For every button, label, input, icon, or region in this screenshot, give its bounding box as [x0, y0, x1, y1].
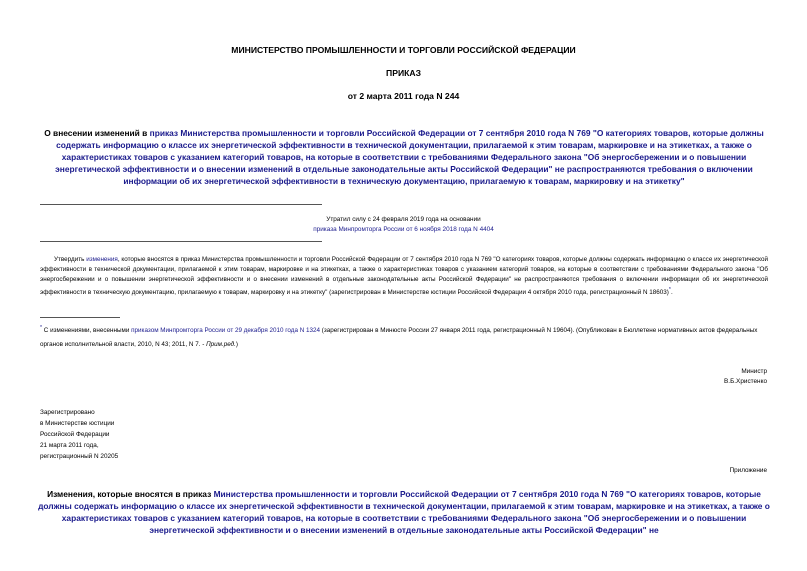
body-text: , которые вносятся в приказ Министерства промышленности и торговли Российской Федерации от 7 сентября 2010 года N 769 "О категориях товаров, которые должны содержать информацию о классе их энергетической эффективности в технической документации, прилагаемой к этим товарам, маркировке и на этикетках, а также о характеристиках товаров с указанием категорий товаров, на которые в соответствии с требованиями Федерального закона "Об энергосбережении и о повышении энергетической эффективности и о внесении изменений в отдельные законодательные акты Российской Федерации" не распространяются требования о включении информации об их энергетической эффективности в техническую документацию, прилагаемую к товарам, маркировку и на этикетку" (зарегистрирован в Министерстве юстиции Российской Федерации 4 октября 2010 года, регистрационный N 18603) [40, 256, 768, 297]
order-date-number: от 2 марта 2011 года N 244 [347, 91, 460, 101]
divider-bottom [40, 241, 322, 242]
registration-line: регистрационный N 20205 [40, 453, 119, 460]
appendix-order-link[interactable]: Министерства промышленности и торговли Российской Федерации от 7 сентября 2010 года N 769 "О категориях товаров, которые должны содержать информацию о классе их энергетической эффективности в технической документации, прилагаемой к этим товарам, маркировке и на этикетках, а также о характеристиках товаров с указанием категорий товаров, на которые в соответствии с требованиями Федерального закона "Об энергосбережении и о повышении энергетической эффективности и о внесении изменений в отдельные законодательные акты Российской Федерации" не [38, 489, 770, 535]
body-intro: Утвердить [54, 256, 87, 263]
footnote-ref[interactable]: * [668, 287, 671, 293]
ministry-heading: МИНИСТЕРСТВО ПРОМЫШЛЕННОСТИ И ТОРГОВЛИ РОССИЙСКОЙ ФЕДЕРАЦИИ [231, 45, 576, 55]
appendix-title [34, 488, 774, 536]
body-end: . [670, 289, 673, 297]
signer-position: Министр [741, 368, 767, 375]
appendix-title-prefix: Изменения, которые вносятся в приказ [47, 489, 214, 499]
order-body-paragraph [40, 255, 768, 298]
order-title [34, 127, 774, 187]
footnote-close: ) [235, 341, 238, 349]
order-title-prefix: О внесении изменений в [44, 128, 150, 138]
signature-block [724, 367, 767, 387]
appendix-label: Приложение [729, 467, 767, 474]
changes-link[interactable]: изменения [86, 256, 118, 263]
registration-line: 21 марта 2011 года, [40, 442, 99, 449]
registration-line: в Министерстве юстиции [40, 420, 115, 427]
signer-name: В.Б.Христенко [724, 378, 767, 385]
footnote-text-2: (зарегистрирован в Минюсте России 27 января 2011 года, регистрационный N 19604). (Опубликован в Бюллетене нормативных актов федеральных органов исполнительной власти, 2010, N 43; 2011, N 7. - [40, 327, 758, 349]
editor-note: Прим.ред. [206, 341, 236, 349]
amendment-order-link[interactable]: приказом Минпромторга России от 29 декабря 2010 года N 1324 [131, 327, 321, 335]
registration-block [40, 407, 118, 462]
lost-force-text: Утратил силу с 24 февраля 2019 года на основании [326, 216, 481, 223]
footnote-divider [40, 317, 120, 318]
footnote-mark: * [40, 325, 43, 331]
status-block [0, 215, 807, 235]
footnote-text-1: С изменениями, внесенными [42, 327, 132, 335]
amended-order-link[interactable]: приказ Министерства промышленности и торговли Российской Федерации от 7 сентября 2010 года N 769 "О категориях товаров, которые должны содержать информацию о классе их энергетической эффективности в технической документации, прилагаемой к этим товарам, маркировке и на этикетках, а также о характеристиках товаров с указанием категорий товаров, на которые в соответствии с требованиями Федерального закона "Об энергосбережении и о повышении энергетической эффективности и о внесении изменений в отдельные законодательные акты Российской Федерации" не распространяются требования о включении информации об их энергетической эффективности в техническую документацию, прилагаемую к товарам, маркировку и на этикетку" [55, 128, 764, 186]
divider-top [40, 204, 322, 205]
registration-line: Российской Федерации [40, 431, 110, 438]
doc-type-heading: ПРИКАЗ [386, 68, 421, 78]
basis-order-link[interactable]: приказа Минпромторга России от 6 ноября 2018 года N 4404 [313, 226, 494, 233]
registration-line: Зарегистрировано [40, 409, 95, 416]
footnote [40, 321, 768, 352]
